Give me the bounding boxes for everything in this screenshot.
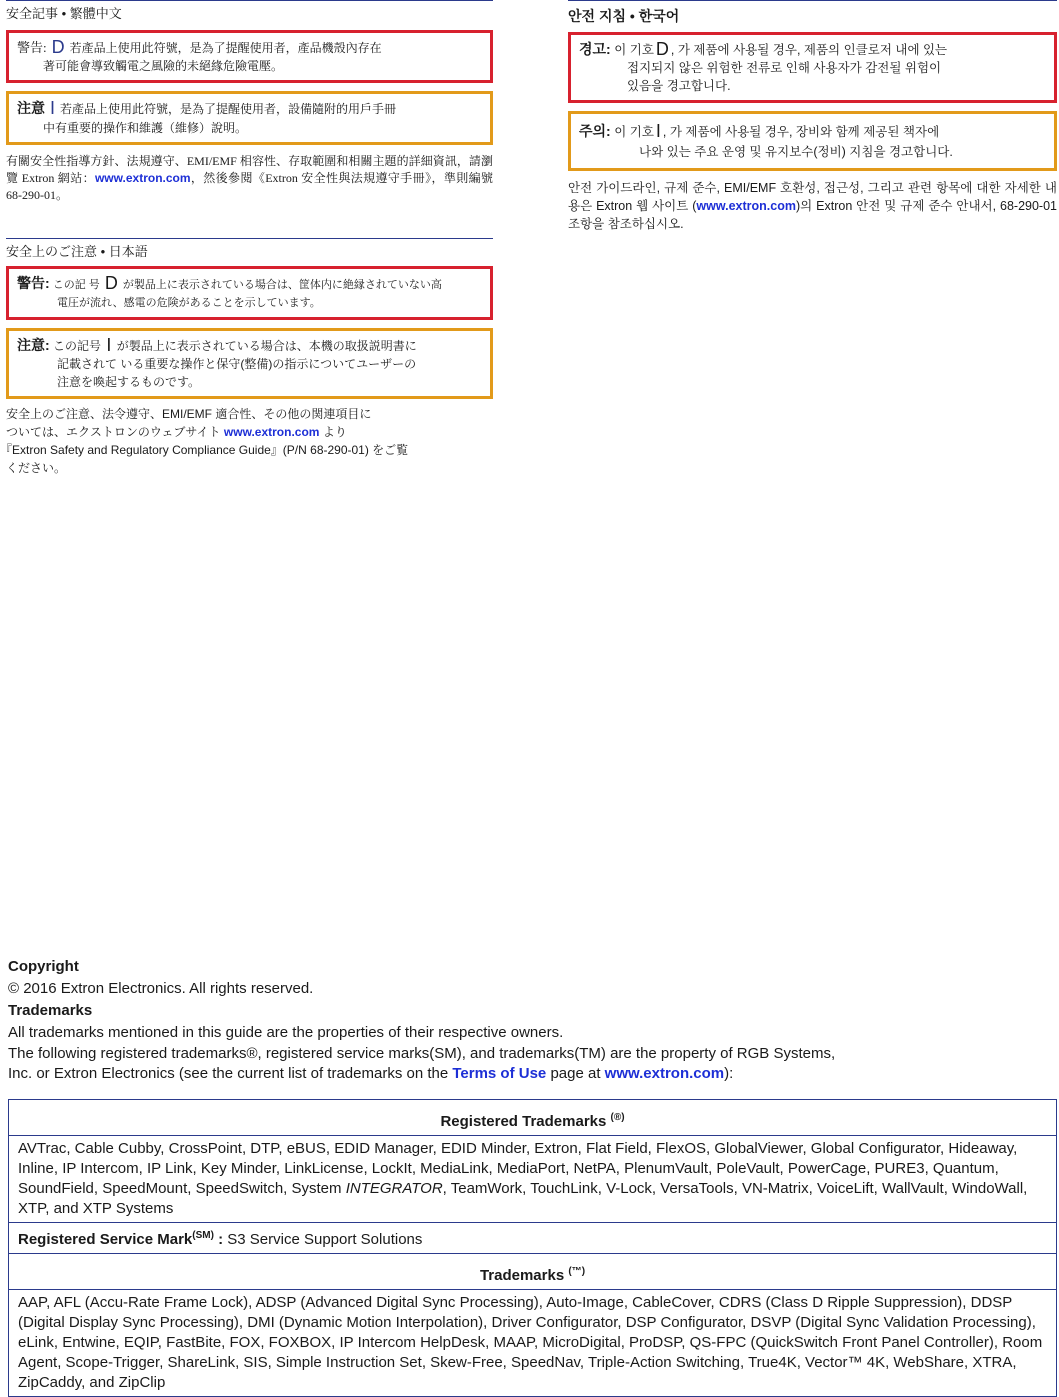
registered-trademarks-list	[9, 1136, 1057, 1223]
warning-symbol-icon: D	[655, 39, 669, 59]
trademarks-line3	[8, 1064, 1053, 1084]
trademarks-title: Trademarks	[479, 1267, 565, 1284]
caution-text-line1: 若產品上使用此符號，是為了提醒使用者，設備隨附的用戶手冊	[60, 102, 397, 116]
trademarks-line1: All trademarks mentioned in this guide are the properties of their respective owners.	[8, 1024, 564, 1041]
warning-label: 경고:	[579, 41, 611, 57]
table-row	[9, 1290, 1057, 1397]
korean-info-paragraph	[568, 179, 1057, 233]
trademarks-list: AAP, AFL (Accu-Rate Frame Lock), ADSP (Advanced Digital Sync Processing), Auto-Image, CableCover, CDRS (Class D Ripple Suppression), DDSP (Digital Display Sync Processing), DMI (Dynamic Motion Interpolation), Driver Configurator, DSP Configurator, DSVP (Digital Sync Validation Processing), eLink, Entwine, EQIP, FastBite, FOX, FOXBOX, IP Intercom HelpDesk, MAAP, MicroDigital, ProDSP, QS-FPC (QuickSwitch Front Panel Controller), Room Agent, Scope-Trigger, ShareLink, SIS, Simple Instruction Set, Skew-Free, SpeedNav, Triple-Action Switching, True4K, Vector™ 4K, WebShare, XTRA, ZipCaddy, and ZipClip	[9, 1290, 1057, 1397]
copyright-text: © 2016 Extron Electronics. All rights reserved.	[8, 980, 314, 997]
warning-symbol-icon: D	[104, 273, 118, 293]
section-chinese	[6, 0, 493, 204]
registered-trademarks-title: Registered Trademarks	[440, 1113, 607, 1130]
japanese-info-paragraph	[0, 405, 493, 477]
trademarks-line3-end: ):	[724, 1065, 734, 1082]
caution-box-japanese	[6, 328, 493, 399]
japanese-info-line2-end: より	[322, 425, 347, 439]
extron-website-link[interactable]: www.extron.com	[94, 171, 191, 185]
registered-trademarks-heading	[9, 1100, 1057, 1136]
section-title-korean: 안전 지침 • 한국어	[568, 0, 1057, 26]
warning-text-line1: , 가 제품에 사용될 경우, 제품의 인클로저 내에 있는	[670, 43, 948, 57]
registered-trademarks-text-end: , TeamWork, TouchLink, V-Lock, VersaTools, VN-Matrix, VoiceLift, WallVault, WindoWall, XTP, and XTP Systems	[18, 1180, 1028, 1217]
copyright-heading: Copyright	[8, 958, 79, 975]
warning-box-chinese	[6, 30, 493, 83]
warning-text-line2: 접지되지 않은 위험한 전류로 인해 사용자가 감전될 위험이	[627, 61, 942, 75]
warning-label: 警告:	[17, 275, 50, 291]
caution-symbol-icon: I	[106, 335, 112, 355]
service-mark-row: Registered Service Mark$^{(SM)}$ : S3 Service Support Solutions	[9, 1223, 1057, 1254]
extron-website-link[interactable]: www.extron.com	[604, 1065, 725, 1082]
trademarks-line3-text: Inc. or Extron Electronics (see the current list of trademarks on the	[8, 1065, 449, 1082]
table-row	[9, 1223, 1057, 1254]
trademarks-table	[8, 1099, 1057, 1397]
japanese-info-line3: 『Extron Safety and Regulatory Compliance Guide』(P/N 68-290-01) をご覧	[0, 443, 409, 457]
warning-box-japanese	[6, 266, 493, 320]
section-title-chinese: 安全記事 • 繁體中文	[6, 0, 493, 24]
table-row	[9, 1254, 1057, 1290]
caution-text-line1: , 가 제품에 사용될 경우, 장비와 함께 제공된 책자에	[662, 125, 940, 139]
caution-text-line1: が製品上に表示されている場合は、本機の取扱説明書に	[116, 339, 417, 353]
table-row	[9, 1100, 1057, 1136]
korean-info-text: 안전 가이드라인, 규제 준수, EMI/EMF 호환성, 접근성, 그리고 관련 항목에 대한 자세한 내용은 Extron 웹 사이트 (	[568, 181, 1057, 213]
section-korean	[568, 0, 1057, 233]
japanese-info-line1: 安全上のご注意、法令遵守、EMI/EMF 適合性、その他の関連項目に	[6, 407, 372, 421]
caution-text-line2: 記載されて いる重要な操作と保守(整備)の指示についてユーザーの	[57, 357, 417, 371]
warning-text-pre: 이 기호	[614, 43, 654, 57]
trademarks-line2: The following registered trademarks®, registered service marks(SM), and trademarks(TM) are the property of RGB Systems,	[8, 1045, 836, 1062]
warning-symbol-icon: D	[51, 37, 65, 57]
trademarks-line3-mid: page at	[550, 1065, 601, 1082]
caution-text-line2: 나와 있는 주요 운영 및 유지보수(정비) 지침을 경고합니다.	[639, 145, 953, 159]
warning-label: 警告:	[17, 40, 47, 55]
japanese-info-line2	[6, 423, 493, 441]
warning-text-line2: 著可能會導致觸電之風險的未絕緣危險電壓。	[43, 59, 284, 73]
japanese-info-line2-text: ついては、エクストロンのウェブサイト	[6, 425, 221, 439]
caution-symbol-icon: I	[50, 98, 56, 118]
copyright-section	[8, 956, 1053, 1084]
caution-label: 주의:	[579, 123, 611, 139]
caution-label: 注意	[17, 102, 45, 117]
trademarks-table-heading	[9, 1254, 1057, 1290]
trademarks-heading: Trademarks	[8, 1002, 93, 1019]
table-row	[9, 1136, 1057, 1223]
warning-box-korean	[568, 32, 1057, 103]
warning-text-line1: 若產品上使用此符號，是為了提醒使用者，產品機殼內存在	[69, 41, 382, 55]
registered-trademarks-text: AVTrac, Cable Cubby, CrossPoint, DTP, eBUS, EDID Manager, EDID Minder, Extron, Flat Field, FlexOS, GlobalViewer, Global Configurator, Hideaway, Inline, IP Intercom, IP Link, Key Minder, LinkLicense, LockIt, MediaLink, MediaPort, NetPA, PlenumVault, PoleVault, PowerCage, PURE3, Quantum, SoundField, SpeedMount, SpeedSwitch, System	[18, 1140, 1018, 1197]
warning-text-pre: この記 号	[52, 279, 100, 291]
caution-text-line2: 中有重要的操作和維護（維修）說明。	[43, 121, 248, 135]
registered-mark-icon: (®)	[610, 1112, 625, 1123]
caution-symbol-icon: I	[655, 121, 661, 141]
warning-text-line1: が製品上に表示されている場合は、筐体内に絶縁されていない高	[122, 279, 442, 291]
caution-box-korean	[568, 111, 1057, 171]
caution-box-chinese	[6, 91, 493, 145]
warning-text-line2: 電圧が流れ、感電の危険があることを示しています。	[57, 297, 321, 309]
extron-website-link[interactable]: www.extron.com	[696, 199, 796, 213]
korean-info-text-end: )의 Extron 안전 및 규제 준수 안내서, 68-290-01 조항을 참조하십시오.	[568, 199, 1057, 231]
caution-text-line3: 注意を喚起するものです。	[57, 375, 201, 389]
terms-of-use-link[interactable]: Terms of Use	[452, 1065, 547, 1082]
section-title-japanese: 安全上のご注意 • 日本語	[6, 238, 493, 262]
chinese-info-text: 有關安全性指導方針、法規遵守、EMI/EMF 相容性、存取範圍和相關主題的詳細資訊，請瀏覽 Extron 網站：	[6, 154, 493, 185]
caution-text-pre: この記号	[53, 339, 102, 353]
service-mark-value: S3 Service Support Solutions	[223, 1231, 423, 1248]
chinese-info-paragraph	[6, 153, 493, 204]
japanese-info-line4: ください。	[6, 461, 67, 475]
service-mark-label: Registered Service Mark	[18, 1231, 193, 1248]
trademark-icon: (™)	[568, 1266, 586, 1277]
extron-website-link[interactable]: www.extron.com	[223, 425, 320, 439]
integrator-trademark: INTEGRATOR	[345, 1180, 443, 1197]
service-mark-icon: (SM)	[192, 1230, 214, 1241]
chinese-info-text-end: ，然後參閱《Extron 安全性與法規遵守手冊》，準則編號 68-290-01。	[6, 171, 493, 202]
warning-text-line3: 있음을 경고합니다.	[627, 79, 731, 93]
section-japanese	[0, 238, 493, 477]
caution-text-pre: 이 기호	[614, 125, 654, 139]
caution-label: 注意:	[17, 337, 50, 353]
